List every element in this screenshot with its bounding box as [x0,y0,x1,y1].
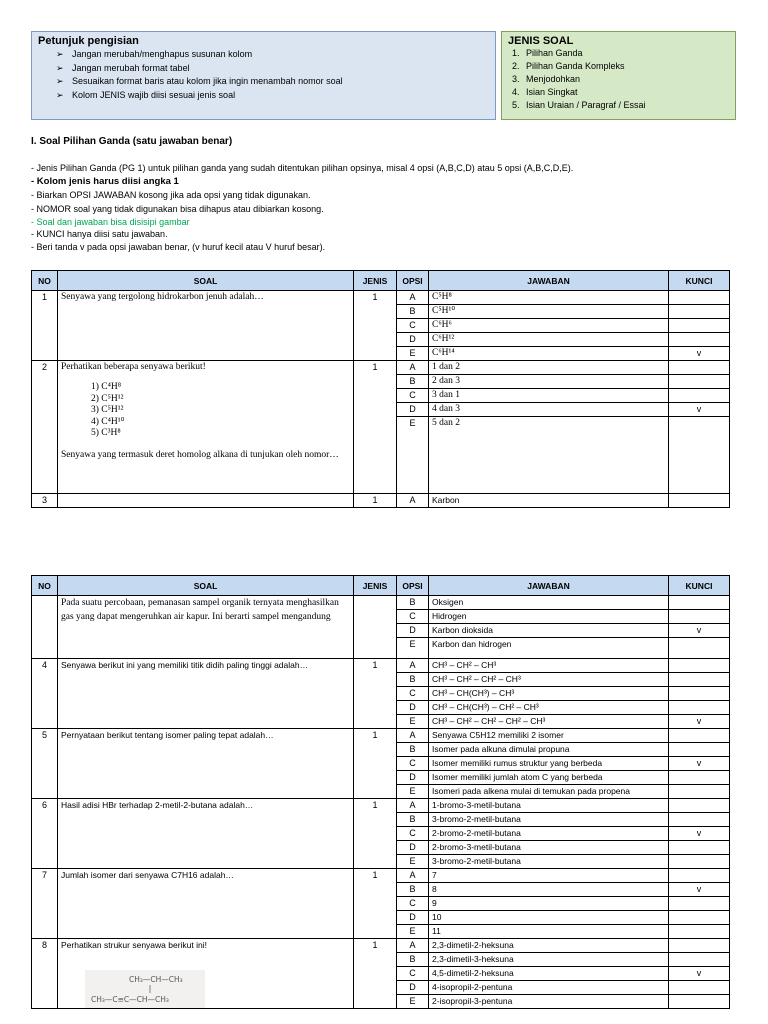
compound-list [91,382,350,440]
option-letter: A [397,939,429,953]
jenis-soal-item: 4. Isian Singkat [512,87,578,97]
question-number: 2 [32,361,58,494]
header-opsi: OPSI [397,271,429,291]
answer-cell[interactable]: 3 dan 1 [429,389,669,403]
key-cell[interactable] [669,361,730,375]
question-text[interactable] [58,361,354,494]
key-cell[interactable]: v [669,967,730,981]
option-letter: D [397,771,429,785]
question-jenis[interactable]: 1 [354,869,397,939]
answer-cell[interactable]: 2 dan 3 [429,375,669,389]
answer-cell[interactable]: C⁵H⁸ [429,291,669,305]
answer-cell[interactable]: Senyawa C5H12 memiliki 2 isomer [429,729,669,743]
petunjuk-title: Petunjuk pengisian [38,35,139,47]
question-text[interactable] [58,939,354,1009]
option-letter: D [397,403,429,417]
table-row [32,361,730,375]
option-letter: B [397,743,429,757]
answer-cell[interactable]: 2-bromo-2-metil-butana [429,827,669,841]
key-cell[interactable] [669,939,730,953]
option-letter: D [397,701,429,715]
answer-cell[interactable]: CH³ – CH(CH³) – CH² – CH³ [429,701,669,715]
option-letter: C [397,967,429,981]
key-cell[interactable]: v [669,347,730,361]
answer-cell[interactable]: CH³ – CH(CH³) – CH³ [429,687,669,701]
key-cell[interactable] [669,911,730,925]
jenis-soal-item: 1. Pilihan Ganda [512,48,583,58]
option-letter: C [397,827,429,841]
question-jenis[interactable]: 1 [354,939,397,1009]
arrow-icon: ➢ [56,62,64,73]
answer-cell[interactable]: 3-bromo-2-metil-butana [429,855,669,869]
key-cell[interactable]: v [669,883,730,897]
key-cell[interactable] [669,729,730,743]
option-letter: B [397,673,429,687]
key-cell[interactable] [669,291,730,305]
key-cell[interactable] [669,687,730,701]
key-cell[interactable] [669,995,730,1009]
question-jenis[interactable]: 1 [354,659,397,729]
answer-cell[interactable]: CH³ – CH² – CH² – CH² – CH³ [429,715,669,729]
option-letter: A [397,494,429,508]
option-letter: C [397,610,429,624]
compound-item: 5) C³H⁸ [91,428,121,438]
option-letter: E [397,995,429,1009]
option-letter: D [397,911,429,925]
table-row [32,799,730,813]
structure-image [85,970,205,1008]
answer-cell[interactable]: Karbon dan hidrogen [429,638,669,659]
table-row [32,596,730,610]
jenis-soal-item: 5. Isian Uraian / Paragraf / Essai [512,100,646,110]
key-cell[interactable] [669,743,730,757]
key-cell[interactable] [669,813,730,827]
question-jenis[interactable]: 1 [354,729,397,799]
option-letter: B [397,305,429,319]
question-text[interactable]: Jumlah isomer dari senyawa C7H16 adalah… [58,869,354,939]
question-number: 6 [32,799,58,869]
petunjuk-item: ➢ Jangan merubah format tabel [56,62,495,76]
answer-cell[interactable]: Hidrogen [429,610,669,624]
answer-cell[interactable]: 9 [429,897,669,911]
option-letter: C [397,757,429,771]
option-letter: E [397,785,429,799]
option-letter: E [397,347,429,361]
answer-cell[interactable]: 1 dan 2 [429,361,669,375]
question-text[interactable]: Pernyataan berikut tentang isomer paling tepat adalah… [58,729,354,799]
option-letter: C [397,389,429,403]
option-letter: B [397,953,429,967]
answer-cell[interactable]: 2-bromo-3-metil-butana [429,841,669,855]
option-letter: C [397,687,429,701]
key-cell[interactable] [669,673,730,687]
key-cell[interactable] [669,659,730,673]
question-table-2 [31,575,730,1009]
header-opsi: OPSI [397,576,429,596]
option-letter: E [397,925,429,939]
key-cell[interactable]: v [669,403,730,417]
option-letter: A [397,361,429,375]
key-cell[interactable]: v [669,715,730,729]
jenis-soal-box [501,31,736,120]
option-letter: C [397,897,429,911]
question-number [32,596,58,659]
question-stem: Perhatikan strukur senyawa berikut ini! [61,940,207,950]
option-letter: E [397,855,429,869]
key-cell[interactable]: v [669,827,730,841]
answer-cell[interactable]: Isomer pada alkuna dimulai propuna [429,743,669,757]
option-letter: A [397,291,429,305]
answer-cell[interactable]: C⁵H¹⁰ [429,305,669,319]
answer-cell[interactable]: 4,5-dimetil-2-heksuna [429,967,669,981]
answer-cell[interactable]: 11 [429,925,669,939]
answer-cell[interactable]: 4-isopropil-2-pentuna [429,981,669,995]
key-cell[interactable] [669,799,730,813]
key-cell[interactable] [669,953,730,967]
question-number: 4 [32,659,58,729]
compound-item: 2) C⁵H¹² [91,393,124,404]
instruction-line: - KUNCI hanya diisi satu jawaban. [31,229,168,239]
key-cell[interactable] [669,869,730,883]
option-letter: A [397,729,429,743]
table-row [32,869,730,883]
key-cell[interactable] [669,389,730,403]
arrow-icon: ➢ [56,49,64,59]
key-cell[interactable] [669,897,730,911]
header-jenis: JENIS [354,271,397,291]
question-jenis[interactable]: 1 [354,494,397,508]
header-kunci: KUNCI [669,576,730,596]
answer-cell[interactable]: Karbon [429,494,669,508]
table-row [32,291,730,305]
petunjuk-item: ➢ Jangan merubah/menghapus susunan kolom [56,48,495,62]
question-stem-end: Senyawa yang termasuk deret homolog alkana di tunjukan oleh nomor… [61,449,339,460]
compound-item: 1) C⁴H⁸ [91,382,122,392]
compound-item: 4) C⁴H¹⁰ [91,416,125,427]
key-cell[interactable] [669,305,730,319]
answer-cell[interactable]: 2,3-dimetil-3-heksuna [429,953,669,967]
key-cell[interactable] [669,494,730,508]
table-row [32,729,730,743]
option-letter: A [397,659,429,673]
answer-cell[interactable]: Isomer memiliki jumlah atom C yang berbeda [429,771,669,785]
option-letter: E [397,638,429,659]
answer-cell[interactable]: CH³ – CH² – CH² – CH³ [429,673,669,687]
structure-bottom-line: CH₃—C≡C—CH—CH₃ [91,995,169,1004]
answer-cell[interactable]: Oksigen [429,596,669,610]
header-soal: SOAL [58,271,354,291]
answer-cell[interactable]: 10 [429,911,669,925]
key-cell[interactable] [669,610,730,624]
key-cell[interactable]: v [669,757,730,771]
answer-cell[interactable]: 5 dan 2 [429,417,669,494]
question-text[interactable] [58,494,354,508]
petunjuk-item: ➢ Kolom JENIS wajib diisi sesuai jenis soal [56,89,495,103]
instruction-line: - Jenis Pilihan Ganda (PG 1) untuk pilihan ganda yang sudah ditentukan pilihan opsinya, misal 4 opsi (A,B,C,D) atau 5 opsi (A,B,C,D,E). [31,163,574,173]
answer-cell[interactable]: C⁶H¹⁴ [429,347,669,361]
jenis-soal-item: 2. Pilihan Ganda Kompleks [512,61,625,71]
jenis-soal-list [502,47,735,112]
key-cell[interactable] [669,596,730,610]
question-jenis[interactable]: 1 [354,799,397,869]
answer-cell[interactable]: 4 dan 3 [429,403,669,417]
table-row [32,659,730,673]
answer-cell[interactable]: 2-isopropil-3-pentuna [429,995,669,1009]
answer-cell[interactable]: C⁶H⁶ [429,319,669,333]
key-cell[interactable] [669,841,730,855]
option-letter: A [397,869,429,883]
table-header-row [32,271,730,291]
table-header-row [32,576,730,596]
option-letter: B [397,596,429,610]
question-jenis[interactable] [354,596,397,659]
question-number: 1 [32,291,58,361]
header-kunci: KUNCI [669,271,730,291]
option-letter: B [397,813,429,827]
instruction-line: - NOMOR soal yang tidak digunakan bisa dihapus atau dibiarkan kosong. [31,204,324,214]
question-text[interactable]: Senyawa yang tergolong hidrokarbon jenuh adalah… [58,291,354,361]
header-no: NO [32,576,58,596]
key-cell[interactable] [669,785,730,799]
answer-cell[interactable]: Isomeri pada alkena mulai di temukan pada propena [429,785,669,799]
key-cell[interactable] [669,638,730,659]
key-cell[interactable] [669,981,730,995]
option-letter: B [397,883,429,897]
compound-item: 3) C⁵H¹² [91,405,124,415]
petunjuk-item: ➢ Sesuaikan format baris atau kolom jika ingin menambah nomor soal [56,75,495,89]
question-text[interactable]: Hasil adisi HBr terhadap 2-metil-2-butana adalah… [58,799,354,869]
instruction-line: - Soal dan jawaban bisa disisipi gambar [31,217,190,227]
key-cell[interactable] [669,375,730,389]
question-text[interactable]: Pada suatu percobaan, pemanasan sampel organik ternyata menghasilkan gas yang dapat mengeruhkan air kapur. Ini berarti sampel mengandung [58,596,354,659]
question-stem: Perhatikan beberapa senyawa berikut! [61,362,206,372]
question-text[interactable]: Senyawa berikut ini yang memiliki titik didih paling tinggi adalah… [58,659,354,729]
jenis-soal-title: JENIS SOAL [508,35,574,47]
table-row [32,494,730,508]
jenis-soal-item: 3. Menjodohkan [512,74,581,84]
option-letter: E [397,715,429,729]
structure-diagram [85,970,205,1008]
header-jawaban: JAWABAN [429,271,669,291]
section-title: I. Soal Pilihan Ganda (satu jawaban benar) [31,136,233,147]
key-cell[interactable]: v [669,624,730,638]
header-jawaban: JAWABAN [429,576,669,596]
key-cell[interactable] [669,333,730,347]
header-no: NO [32,271,58,291]
petunjuk-box [31,31,496,120]
key-cell[interactable] [669,771,730,785]
key-cell[interactable] [669,417,730,494]
instruction-line: - Beri tanda v pada opsi jawaban benar, (v huruf kecil atau V huruf besar). [31,242,326,252]
answer-cell[interactable]: CH³ – CH² – CH³ [429,659,669,673]
key-cell[interactable] [669,319,730,333]
instruction-line: - Kolom jenis harus diisi angka 1 [31,176,179,187]
option-letter: E [397,417,429,494]
table-row [32,939,730,953]
arrow-icon: ➢ [56,76,64,86]
option-letter: A [397,799,429,813]
question-table-1 [31,270,730,508]
answer-cell[interactable]: 1-bromo-3-metil-butana [429,799,669,813]
option-letter: D [397,624,429,638]
answer-cell[interactable]: C⁶H¹² [429,333,669,347]
option-letter: D [397,841,429,855]
answer-cell[interactable]: 2,3-dimetil-2-heksuna [429,939,669,953]
answer-cell[interactable]: 3-bromo-2-metil-butana [429,813,669,827]
question-number: 5 [32,729,58,799]
question-jenis[interactable]: 1 [354,361,397,494]
question-number: 7 [32,869,58,939]
answer-cell[interactable]: Isomer memiliki rumus struktur yang berbeda [429,757,669,771]
option-letter: D [397,981,429,995]
option-letter: C [397,319,429,333]
question-jenis[interactable]: 1 [354,291,397,361]
key-cell[interactable] [669,855,730,869]
question-number: 3 [32,494,58,508]
key-cell[interactable] [669,701,730,715]
instruction-line: - Biarkan OPSI JAWABAN kosong jika ada opsi yang tidak digunakan. [31,190,311,200]
header-soal: SOAL [58,576,354,596]
option-letter: B [397,375,429,389]
answer-cell[interactable]: 8 [429,883,669,897]
arrow-icon: ➢ [56,89,64,100]
option-letter: D [397,333,429,347]
petunjuk-list [32,48,495,102]
structure-top-line: CH₃—CH—CH₃ [129,975,183,984]
question-number: 8 [32,939,58,1009]
answer-cell[interactable]: Karbon dioksida [429,624,669,638]
answer-cell[interactable]: 7 [429,869,669,883]
header-jenis: JENIS [354,576,397,596]
key-cell[interactable] [669,925,730,939]
